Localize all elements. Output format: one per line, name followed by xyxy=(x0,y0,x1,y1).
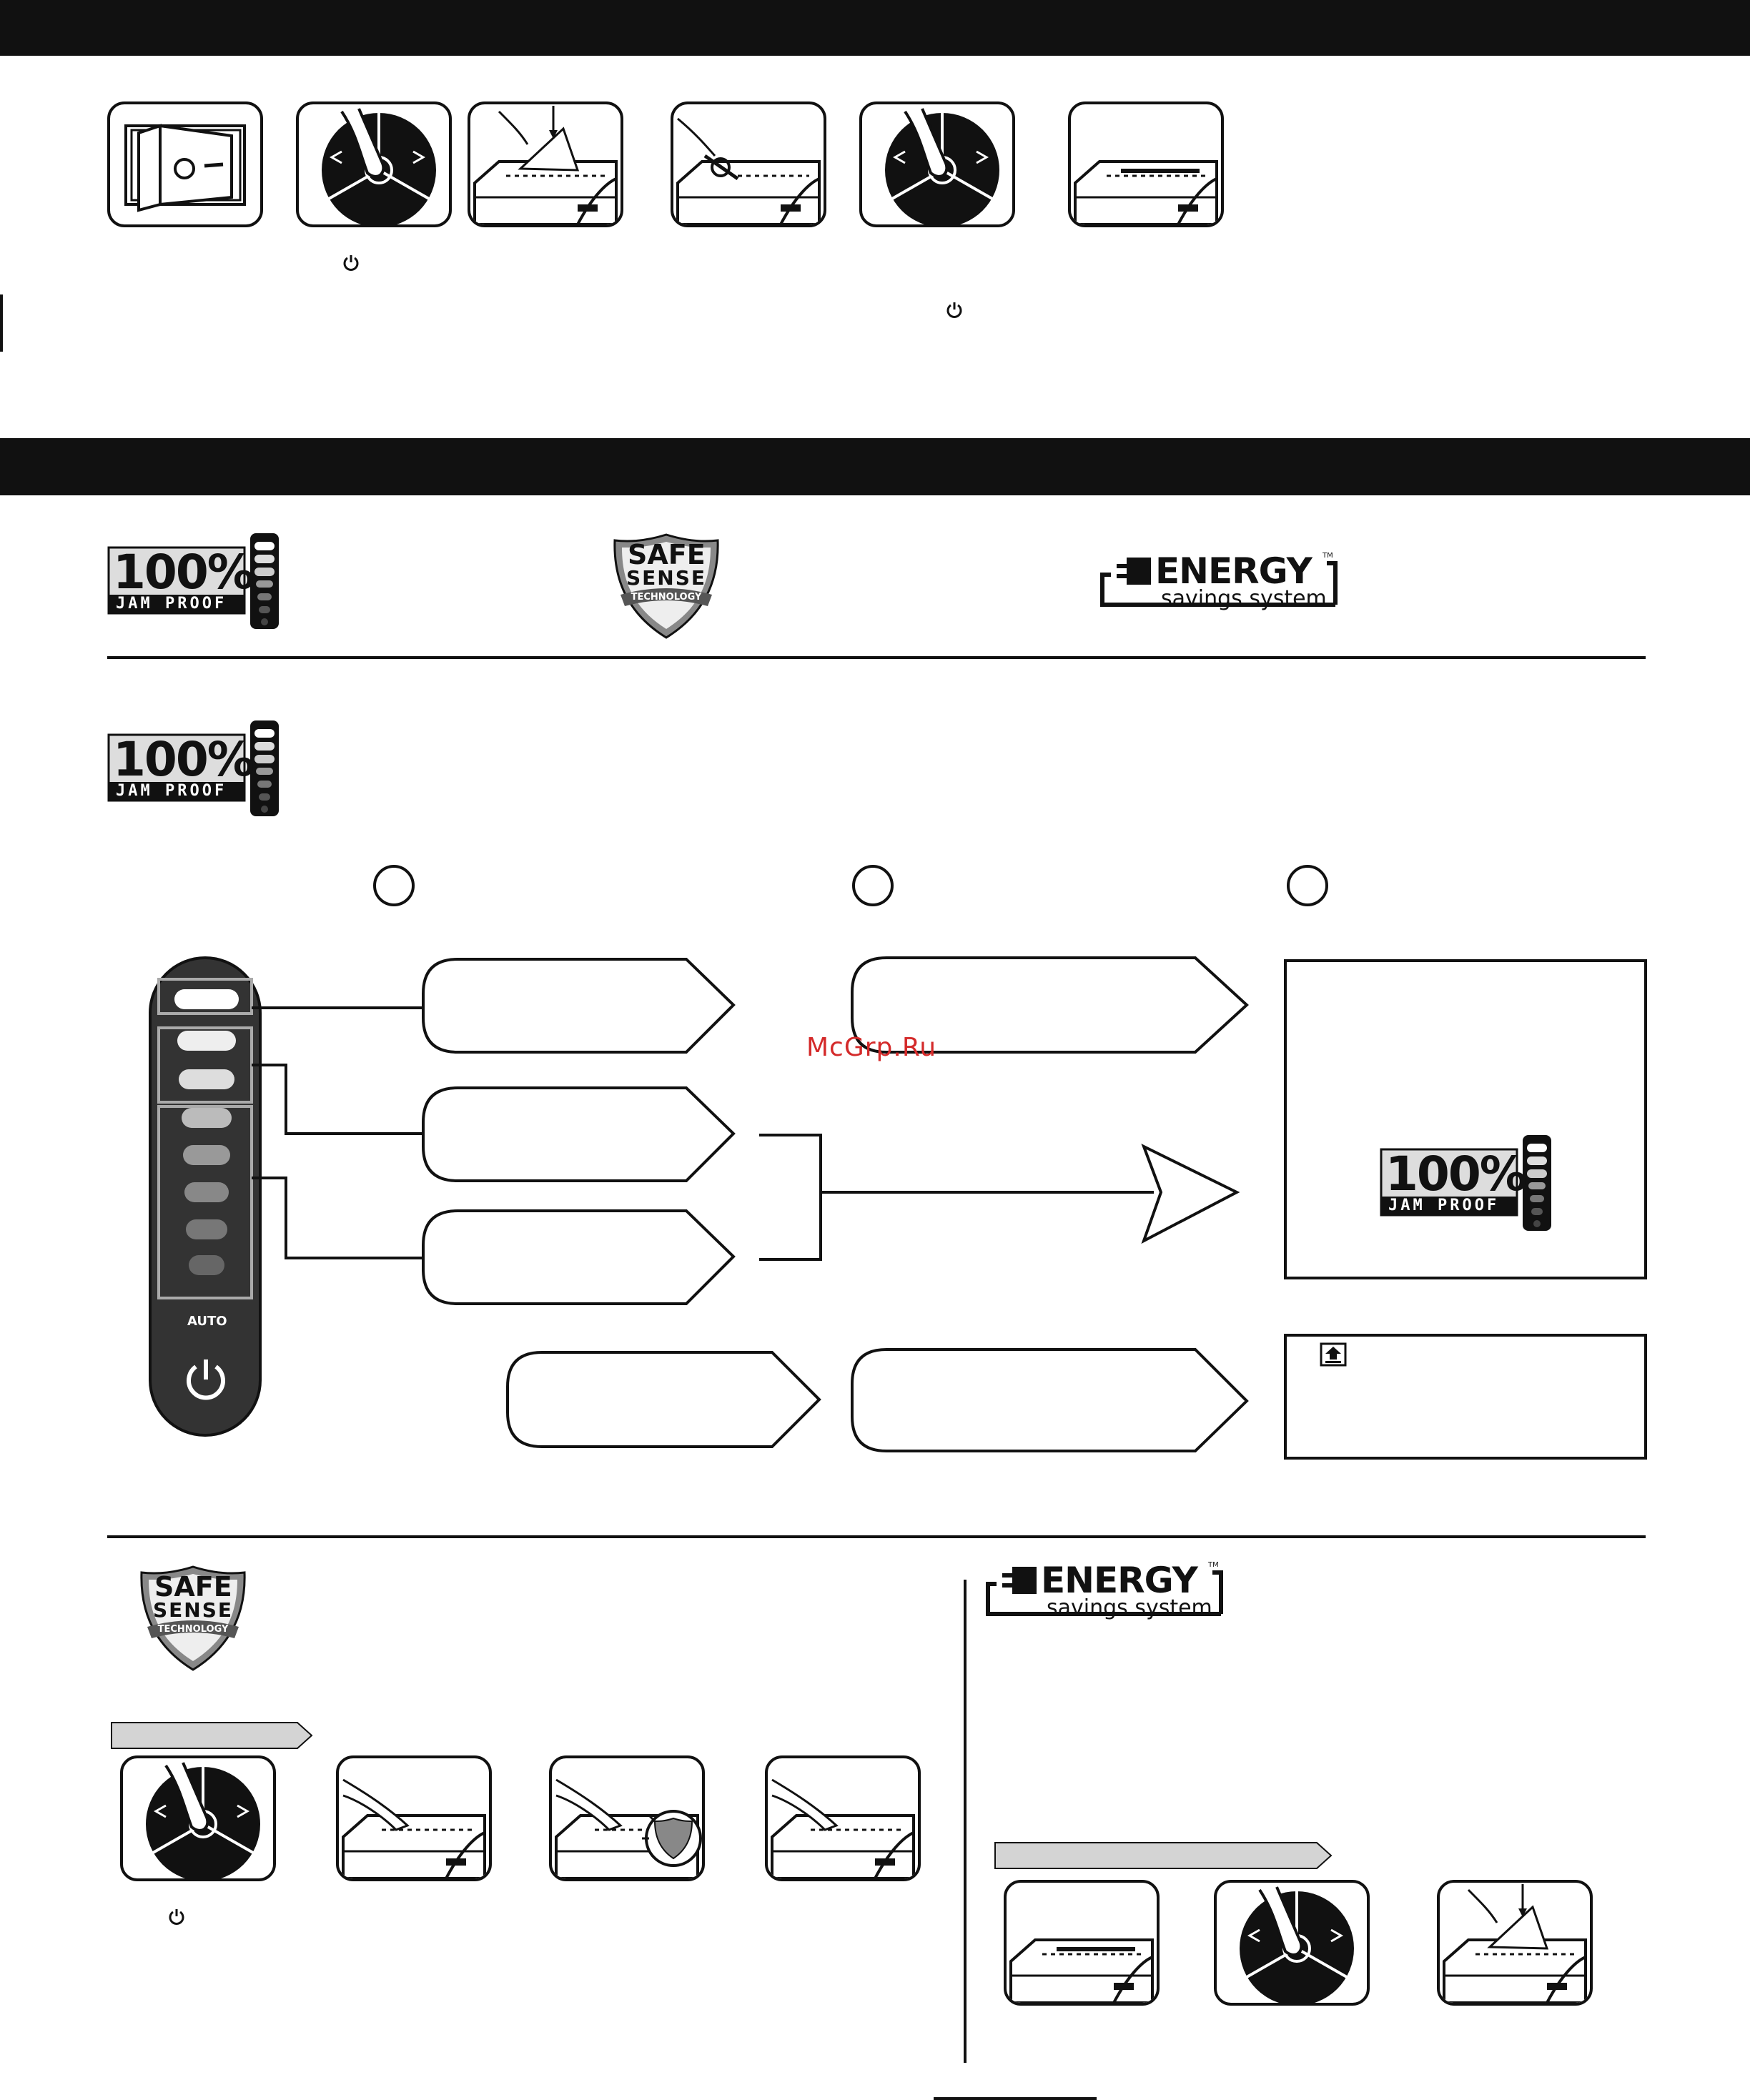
step-circle-2 xyxy=(852,865,894,906)
hand-approach-illustration xyxy=(336,1755,492,1881)
jam-proof-label: JAM PROOF xyxy=(1388,1197,1500,1214)
control-dial-illustration-3 xyxy=(120,1755,276,1881)
safe-sense-line2: SENSE xyxy=(153,1598,234,1622)
power-icon-3 xyxy=(167,1907,186,1926)
jam-proof-percent: 100% xyxy=(113,732,253,787)
shredder-paper-feed-illustration-2 xyxy=(1437,1880,1593,2006)
jam-proof-percent: 100% xyxy=(1385,1146,1526,1202)
safe-sense-line3: TECHNOLOGY xyxy=(631,592,702,603)
energy-word: ENERGY xyxy=(1155,550,1312,592)
control-dial-illustration-2 xyxy=(859,101,1015,227)
energy-sub: savings system xyxy=(1161,586,1327,611)
jam-proof-percent: 100% xyxy=(113,545,253,600)
bin-full-icon xyxy=(1320,1342,1347,1367)
safe-sense-line2: SENSE xyxy=(626,566,707,590)
safe-sense-line1: SAFE xyxy=(154,1571,232,1603)
shredder-idle-illustration xyxy=(1004,1880,1160,2006)
control-dial-illustration xyxy=(296,101,452,227)
jam-proof-badge xyxy=(107,532,282,630)
energy-word: ENERGY xyxy=(1041,1560,1197,1601)
step-circle-1 xyxy=(373,865,415,906)
top-header-bar xyxy=(0,0,1750,56)
shredder-paper-feed-illustration xyxy=(468,101,623,227)
divider-line-1 xyxy=(107,656,1646,659)
section-header-bar xyxy=(0,438,1750,495)
jam-proof-badge-result xyxy=(1380,1134,1554,1232)
energy-step-tab xyxy=(994,1841,1333,1870)
divider-line-2 xyxy=(107,1535,1646,1538)
hand-withdraw-illustration xyxy=(765,1755,921,1881)
energy-sub: savings system xyxy=(1047,1595,1212,1620)
energy-tm: TM xyxy=(1208,1561,1219,1569)
jam-proof-label: JAM PROOF xyxy=(116,782,227,800)
shredder-top-illustration xyxy=(1068,101,1224,227)
power-icon xyxy=(342,253,360,272)
safe-sense-badge xyxy=(610,532,722,640)
energy-savings-badge xyxy=(1099,550,1340,616)
power-icon-2 xyxy=(945,300,964,319)
left-edge-mark xyxy=(0,294,3,352)
energy-tm: TM xyxy=(1323,552,1333,560)
jam-proof-badge-section xyxy=(107,719,282,818)
panel-auto-label: AUTO xyxy=(187,1314,227,1329)
step-circle-3 xyxy=(1287,865,1328,906)
jam-proof-label: JAM PROOF xyxy=(116,595,227,613)
safe-sense-line3: TECHNOLOGY xyxy=(157,1624,229,1635)
safe-sense-step-tab xyxy=(110,1721,313,1750)
safe-sense-line1: SAFE xyxy=(628,539,706,570)
footer-rule xyxy=(934,2097,1097,2100)
energy-savings-badge-section xyxy=(985,1560,1225,1625)
shredder-clearing-illustration xyxy=(671,101,826,227)
safe-sense-badge-section xyxy=(137,1564,249,1673)
column-divider xyxy=(964,1580,967,2063)
safe-sense-activated-illustration xyxy=(549,1755,705,1881)
watermark-text: McGrp.Ru xyxy=(806,1033,937,1062)
control-dial-illustration-4 xyxy=(1214,1880,1370,2006)
power-switch-illustration xyxy=(107,101,263,227)
